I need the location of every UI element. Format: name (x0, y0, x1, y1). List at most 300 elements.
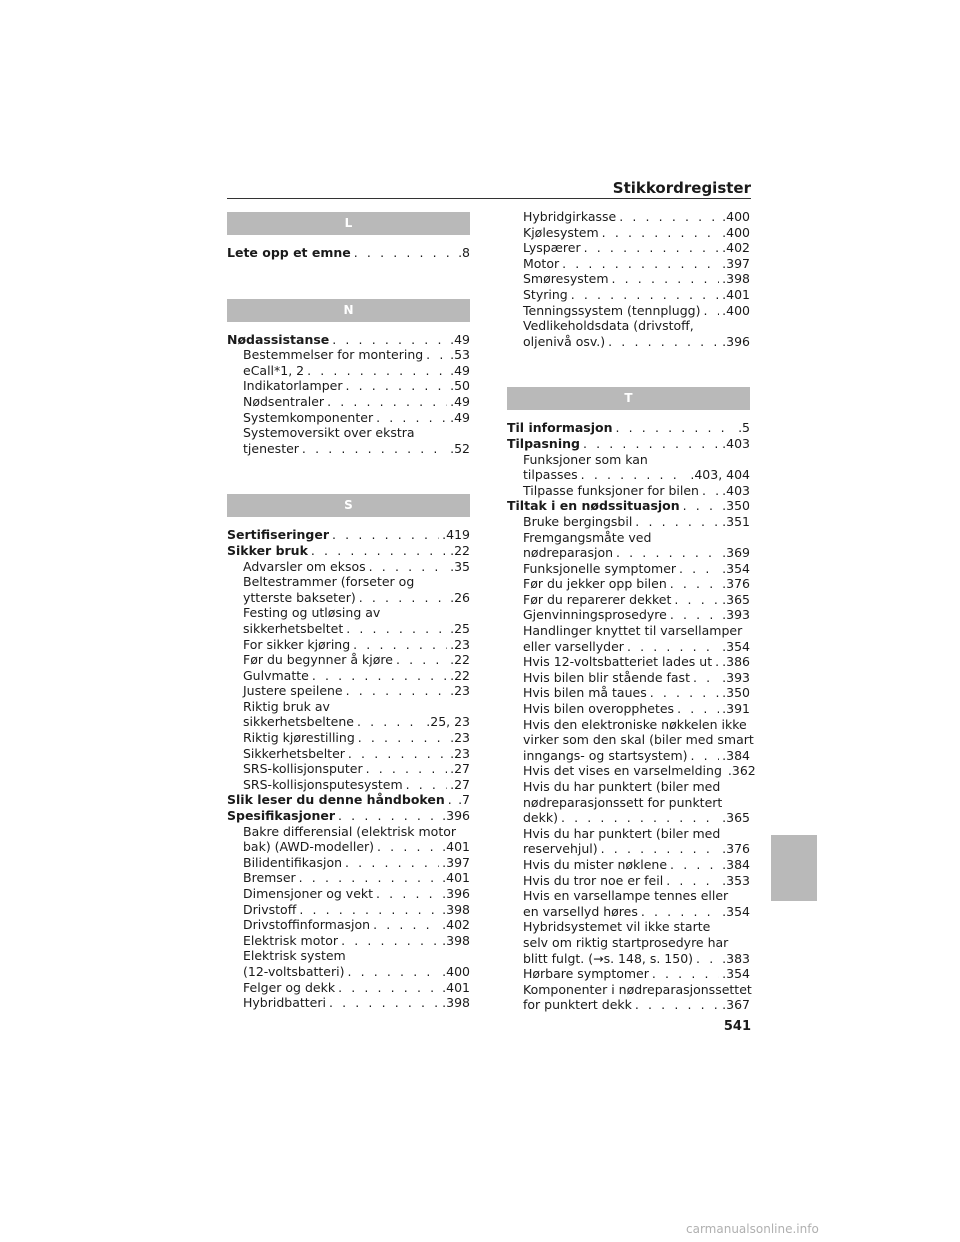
index-entry-label: blitt fulgt. (→s. 148, s. 150) (523, 950, 694, 966)
index-entry-label: Systemkomponenter (243, 409, 374, 425)
index-entry-label: ytterste bakseter) (243, 589, 356, 605)
index-entry-line (243, 839, 470, 855)
index-entry-label: Tilpasning (507, 435, 580, 451)
index-entry-line (243, 917, 470, 933)
dot-leader (674, 592, 719, 608)
index-entry-label: Til informasjon (507, 420, 613, 436)
index-entry-label: SRS-kollisjonsputesystem (243, 776, 403, 792)
index-entry-label-line: Hvis du har punktert (biler med (523, 825, 721, 841)
index-entry-line (243, 590, 470, 606)
index-entry-sub[interactable] (227, 652, 470, 668)
index-entry-sub[interactable] (507, 857, 750, 873)
dot-leader (616, 420, 736, 436)
index-entry-label: Bestemmelser for montering (243, 347, 424, 363)
index-entry-sub[interactable] (227, 855, 470, 871)
index-entry-label: Hvis bilen overopphetes (523, 701, 675, 717)
index-entry-page: .354 (722, 560, 750, 576)
index-entry-label: reservehjul) (523, 841, 598, 857)
index-entry-label: Bilidentifikasjon (243, 854, 343, 870)
index-entry-sub[interactable] (227, 425, 470, 456)
index-entry-line (523, 334, 750, 350)
index-entry-label: Bruke bergingsbil (523, 513, 633, 529)
index-entry-page: .402 (722, 240, 750, 256)
index-entry-sub[interactable] (227, 363, 470, 379)
index-entry-label: Riktig kjørestilling (243, 730, 355, 746)
section-letter-header: N (227, 299, 470, 322)
index-entry-page: .354 (722, 903, 750, 919)
index-entry-line (507, 498, 750, 514)
dot-leader (345, 855, 439, 871)
index-entry-line (523, 951, 750, 967)
index-entry-label: eCall*1, 2 (243, 362, 305, 378)
index-entry-label: Elektrisk motor (243, 932, 339, 948)
index-entry-line (523, 810, 750, 826)
index-entry-page: .401 (442, 870, 470, 886)
index-entry-line (243, 746, 470, 762)
section-letter-header: S (227, 494, 470, 517)
dot-leader (571, 287, 719, 303)
index-entry-sub[interactable] (227, 605, 470, 636)
index-entry-page: .383 (722, 950, 750, 966)
dot-leader (666, 873, 719, 889)
dot-leader (348, 746, 447, 762)
index-entry-sub[interactable] (507, 888, 750, 919)
dot-leader (679, 561, 719, 577)
index-entry-label: For sikker kjøring (243, 636, 351, 652)
index-entry-label-line: Hvis en varsellampe tennes eller (523, 888, 729, 904)
index-entry-sub[interactable] (507, 225, 750, 241)
dot-leader (345, 378, 447, 394)
index-entry-sub[interactable] (227, 995, 470, 1011)
index-entry-line (243, 870, 470, 886)
dot-leader (396, 652, 447, 668)
index-entry-label: sikkerhetsbeltene (243, 714, 354, 730)
index-entry-line (523, 997, 750, 1013)
index-entry-main[interactable] (507, 498, 750, 514)
index-entry-label: Nødsentraler (243, 393, 325, 409)
index-entry-label-line: Hvis du har punktert (biler med (523, 779, 721, 794)
index-entry-label: Hvis det vises en varselmelding (523, 763, 722, 779)
index-entry-page: .25 (450, 620, 470, 636)
index-entry-line (243, 730, 470, 746)
index-entry-page: .403, 404 (690, 467, 750, 483)
index-entry-label: Advarsler om eksos (243, 558, 366, 574)
index-entry-label-line: Festing og utløsing av (243, 605, 381, 621)
index-entry-page: .5 (738, 420, 750, 436)
index-entry-sub[interactable] (507, 982, 750, 1013)
dot-leader (635, 997, 719, 1013)
dot-leader (299, 870, 440, 886)
page-header-title: Stikkordregister (612, 179, 751, 197)
index-entry-sub[interactable] (227, 933, 470, 949)
index-entry-main[interactable] (507, 420, 750, 436)
index-entry-line (243, 855, 470, 871)
index-entry-sub[interactable] (507, 685, 750, 701)
index-entry-main[interactable] (227, 527, 470, 543)
index-entry-sub[interactable] (507, 654, 750, 670)
section-letter-header: T (507, 387, 750, 410)
index-entry-page: .23 (450, 730, 470, 746)
index-entry-line (523, 483, 750, 499)
index-entry-line (243, 714, 470, 730)
index-entry-label: Hvis du mister nøklene (523, 856, 668, 872)
index-entry-sub[interactable] (507, 607, 750, 623)
index-entry-line (243, 559, 470, 575)
index-entry-main[interactable] (227, 245, 470, 261)
index-entry-line (227, 543, 470, 559)
index-entry-line (523, 467, 750, 483)
dot-leader (426, 347, 447, 363)
dot-leader (332, 332, 447, 348)
index-entry-line (243, 933, 470, 949)
index-entry-page: .402 (442, 917, 470, 933)
index-entry-page: .376 (722, 841, 750, 857)
index-entry-sub[interactable] (507, 966, 750, 982)
index-entry-label: Sertifiseringer (227, 527, 330, 543)
index-entry-page: .22 (450, 667, 470, 683)
dot-leader (329, 995, 439, 1011)
index-entry-sub[interactable] (507, 592, 750, 608)
index-entry-label: Drivstoffinformasjon (243, 917, 371, 933)
index-entry-main[interactable] (507, 436, 750, 452)
index-entry-sub[interactable] (227, 761, 470, 777)
index-entry-page: .25, 23 (426, 714, 470, 730)
index-entry-page: .350 (722, 685, 750, 701)
index-entry-label: Hvis du tror noe er feil (523, 872, 664, 888)
index-entry-page: .400 (722, 209, 750, 224)
index-entry-page: .393 (722, 607, 750, 623)
index-entry-sub[interactable] (507, 256, 750, 272)
dot-leader (652, 966, 719, 982)
index-entry-sub[interactable] (507, 514, 750, 530)
dot-leader (691, 748, 720, 764)
index-entry-label: Hørbare symptomer (523, 966, 649, 982)
index-entry-line (523, 225, 750, 241)
dot-leader (561, 810, 719, 826)
dot-leader (327, 394, 447, 410)
index-entry-line (243, 637, 470, 653)
index-entry-sub[interactable] (227, 347, 470, 363)
index-entry-label-line: virker som den skal (biler med smart (523, 732, 754, 748)
index-entry-sub[interactable] (507, 670, 750, 686)
index-entry-line (243, 363, 470, 379)
dot-leader (581, 467, 688, 483)
index-entry-label: Slik leser du denne håndboken (227, 792, 445, 808)
dot-leader (376, 886, 439, 902)
index-entry-line (243, 652, 470, 668)
index-entry-page: .27 (450, 776, 470, 792)
index-entry-page: .397 (722, 255, 750, 271)
dot-leader (715, 654, 719, 670)
section-letter-header: L (227, 212, 470, 235)
index-entry-page: .367 (722, 997, 750, 1013)
dot-leader (332, 527, 439, 543)
index-entry-page: .23 (450, 683, 470, 699)
dot-leader (670, 576, 719, 592)
index-entry-label: bak) (AWD-modeller) (243, 839, 375, 855)
index-entry-line (523, 639, 750, 655)
index-entry-sub[interactable] (507, 483, 750, 499)
index-entry-line (523, 670, 750, 686)
header-rule (227, 198, 751, 199)
index-entry-label-line: Riktig bruk av (243, 698, 330, 714)
index-entry-line (523, 841, 750, 857)
index-entry-line (523, 303, 750, 319)
dot-leader (650, 685, 719, 701)
dot-leader (696, 951, 719, 967)
index-entry-label: Kjølesystem (523, 224, 599, 240)
index-entry-page: .369 (722, 545, 750, 561)
index-entry-line (243, 378, 470, 394)
index-entry-sub[interactable] (227, 559, 470, 575)
index-entry-label: dekk) (523, 810, 558, 826)
index-entry-page: .22 (450, 542, 470, 558)
index-entry-page: .49 (450, 409, 470, 425)
index-entry-label-line: Komponenter i nødreparasjonssettet (523, 981, 752, 997)
index-entry-line (523, 966, 750, 982)
index-entry-sub[interactable] (227, 699, 470, 730)
index-entry-sub[interactable] (507, 318, 750, 349)
index-entry-label-line: Elektrisk system (243, 948, 346, 964)
index-entry-line (227, 792, 470, 808)
index-entry-label: Nødassistanse (227, 331, 330, 347)
index-entry-page: .26 (450, 589, 470, 605)
index-entry-sub[interactable] (227, 870, 470, 886)
dot-leader (357, 714, 423, 730)
dot-leader (601, 841, 720, 857)
dot-leader (354, 245, 455, 261)
index-entry-label: en varsellyd høres (523, 903, 638, 919)
index-entry-page: .401 (442, 979, 470, 995)
index-entry-page: .398 (442, 995, 470, 1011)
index-entry-sub[interactable] (507, 576, 750, 592)
index-entry-label: Lete opp et emne (227, 245, 351, 260)
index-entry-line (523, 857, 750, 873)
dot-leader (677, 701, 719, 717)
index-entry-label: Lyspærer (523, 240, 581, 256)
dot-leader (377, 839, 439, 855)
index-entry-page: .396 (442, 808, 470, 824)
index-entry-page: .50 (450, 378, 470, 394)
index-entry-line (523, 592, 750, 608)
index-entry-line (523, 607, 750, 623)
index-entry-label-line: Funksjoner som kan (523, 451, 648, 467)
index-entry-line (523, 654, 750, 670)
dot-leader (683, 498, 720, 514)
index-entry-label: Før du begynner å kjøre (243, 652, 393, 668)
index-entry-label: Spesifikasjoner (227, 808, 336, 824)
dot-leader (373, 917, 439, 933)
index-entry-page: .365 (722, 810, 750, 826)
index-entry-line (523, 685, 750, 701)
index-entry-label: Tiltak i en nødssituasjon (507, 498, 680, 514)
index-entry-line (243, 995, 470, 1011)
index-entry-label-line: nødreparasjonssett for punktert (523, 794, 723, 810)
index-entry-page: .365 (722, 591, 750, 607)
index-entry-label: Drivstoff (243, 901, 297, 917)
index-entry-line (523, 209, 750, 225)
index-entry-sub[interactable] (227, 902, 470, 918)
index-entry-sub[interactable] (507, 873, 750, 889)
index-entry-line (507, 436, 750, 452)
index-entry-sub[interactable] (227, 746, 470, 762)
index-entry-page: .22 (450, 652, 470, 668)
index-entry-page: .401 (722, 286, 750, 302)
index-entry-page: .398 (442, 901, 470, 917)
index-entry-page: .350 (722, 498, 750, 514)
dot-leader (584, 240, 720, 256)
index-entry-label: tjenester (243, 440, 299, 456)
index-entry-label: Bremser (243, 870, 296, 886)
index-entry-page: .27 (450, 761, 470, 777)
index-entry-sub[interactable] (227, 683, 470, 699)
dot-leader (376, 410, 447, 426)
index-entry-main[interactable] (227, 543, 470, 559)
dot-leader (299, 902, 439, 918)
dot-leader (353, 637, 447, 653)
index-entry-page: .354 (722, 638, 750, 654)
index-entry-line (523, 748, 750, 764)
dot-leader (448, 792, 455, 808)
index-entry-sub[interactable] (227, 917, 470, 933)
index-entry-page: .400 (442, 963, 470, 979)
index-entry-label: Tenningssystem (tennplugg) (523, 302, 701, 318)
index-entry-label: Hvis 12-voltsbatteriet lades ut (523, 654, 713, 670)
index-entry-sub[interactable] (227, 980, 470, 996)
index-entry-sub[interactable] (507, 763, 756, 779)
index-entry-line (243, 410, 470, 426)
index-entry-label: Hybridbatteri (243, 995, 326, 1011)
index-entry-label-line: Beltestrammer (forseter og (243, 574, 415, 590)
dot-leader (307, 363, 447, 379)
index-entry-sub[interactable] (227, 886, 470, 902)
index-entry-line (227, 332, 470, 348)
index-entry-line (243, 980, 470, 996)
dot-leader (619, 209, 719, 225)
index-entry-main[interactable] (227, 808, 470, 824)
index-entry-page: .396 (722, 333, 750, 349)
index-entry-label: Dimensjoner og vekt (243, 886, 374, 901)
index-entry-page: .49 (450, 331, 470, 347)
index-entry-label: oljenivå osv.) (523, 333, 606, 349)
index-entry-page: .23 (450, 745, 470, 761)
index-entry-sub[interactable] (507, 530, 750, 561)
index-entry-sub[interactable] (227, 410, 470, 426)
index-entry-page: .400 (722, 224, 750, 240)
index-entry-page: .362 (727, 763, 756, 779)
index-entry-page: .49 (450, 393, 470, 409)
index-entry-sub[interactable] (227, 574, 470, 605)
index-entry-sub[interactable] (507, 779, 750, 826)
index-entry-line (523, 287, 750, 303)
dot-leader (616, 545, 719, 561)
index-entry-line (243, 777, 470, 793)
index-entry-sub[interactable] (227, 378, 470, 394)
index-entry-label-line: Bakre differensial (elektrisk motor (243, 823, 457, 839)
index-entry-line (227, 527, 470, 543)
dot-leader (406, 777, 447, 793)
index-entry-line (523, 701, 750, 717)
index-entry-label: Funksjonelle symptomer (523, 560, 677, 576)
dot-leader (302, 441, 447, 457)
index-entry-line (523, 576, 750, 592)
dot-leader (635, 514, 719, 530)
index-entry-sub[interactable] (227, 948, 470, 979)
index-entry-page: .23 (450, 636, 470, 652)
index-entry-label: Justere speilene (243, 683, 343, 699)
index-entry-page: .53 (450, 347, 470, 363)
page-number: 541 (723, 1019, 751, 1034)
dot-leader (602, 225, 719, 241)
index-entry-line (243, 441, 470, 457)
index-entry-sub[interactable] (227, 777, 470, 793)
index-entry-sub[interactable] (507, 240, 750, 256)
index-entry-label: Før du jekker opp bilen (523, 576, 667, 592)
index-entry-sub[interactable] (507, 209, 750, 225)
index-entry-sub[interactable] (227, 730, 470, 746)
index-entry-main[interactable] (227, 332, 470, 348)
dot-leader (359, 590, 447, 606)
index-entry-label-line: Systemoversikt over ekstra (243, 425, 415, 441)
index-entry-sub[interactable] (507, 701, 750, 717)
index-entry-page: .353 (722, 872, 750, 888)
index-entry-sub[interactable] (227, 824, 470, 855)
index-entry-page: .35 (450, 558, 470, 574)
index-entry-page: .376 (722, 576, 750, 592)
index-entry-sub[interactable] (507, 287, 750, 303)
index-entry-label: Sikkerhetsbelter (243, 745, 345, 761)
dot-leader (346, 621, 447, 637)
dot-leader (702, 483, 719, 499)
index-entry-label: Styring (523, 286, 568, 302)
index-entry-page: .419 (442, 527, 470, 543)
index-entry-line (523, 514, 750, 530)
watermark: carmanualsonline.info (686, 1222, 819, 1236)
index-entry-sub[interactable] (227, 637, 470, 653)
index-entry-page: .354 (722, 966, 750, 982)
index-entry-label-line: Vedlikeholdsdata (drivstoff, (523, 318, 694, 334)
index-entry-sub[interactable] (227, 668, 470, 684)
index-entry-sub[interactable] (507, 716, 754, 764)
index-entry-sub[interactable] (507, 623, 750, 654)
index-entry-page: .403 (722, 482, 750, 498)
dot-leader (347, 964, 439, 980)
index-entry-sub[interactable] (507, 561, 750, 577)
index-entry-sub[interactable] (227, 394, 470, 410)
index-entry-line (523, 763, 756, 779)
index-entry-label-line: Hvis den elektroniske nøkkelen ikke (523, 716, 747, 732)
index-entry-label: for punktert dekk (523, 997, 632, 1013)
index-entry-label: (12-voltsbatteri) (243, 963, 345, 979)
dot-leader (312, 668, 447, 684)
index-entry-page: .400 (722, 302, 750, 318)
index-entry-sub[interactable] (507, 919, 750, 966)
index-entry-line (243, 394, 470, 410)
index-entry-page: .386 (722, 654, 750, 670)
index-entry-sub[interactable] (507, 271, 750, 287)
index-entry-page: .397 (442, 854, 470, 870)
index-entry-sub[interactable] (507, 452, 750, 483)
index-entry-sub[interactable] (507, 826, 750, 857)
index-entry-main[interactable] (227, 792, 470, 808)
index-entry-label: Indikatorlamper (243, 378, 343, 394)
index-entry-label: inngangs- og startsystem) (523, 747, 688, 763)
index-column-right (507, 209, 756, 1013)
index-entry-sub[interactable] (507, 303, 750, 319)
index-entry-line (243, 668, 470, 684)
index-entry-line (523, 873, 750, 889)
index-entry-line (243, 683, 470, 699)
